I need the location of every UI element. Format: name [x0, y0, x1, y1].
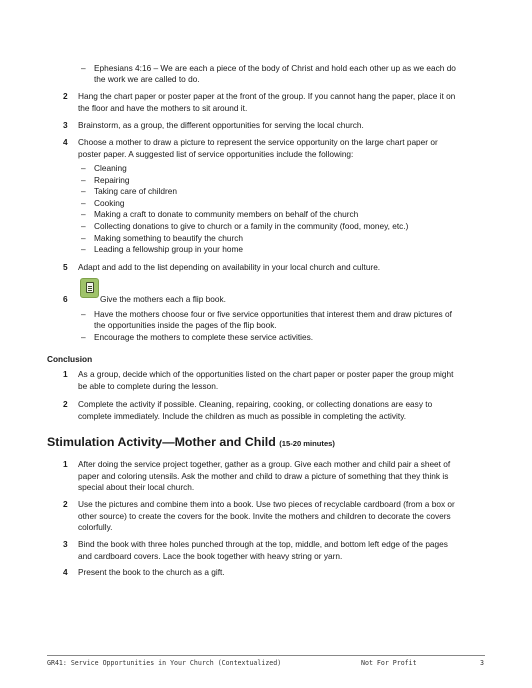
bullet-dash: –: [81, 186, 86, 196]
bullet-dash: –: [81, 175, 86, 185]
bullet-dash: –: [81, 244, 86, 254]
bullet-dash: –: [81, 332, 86, 342]
step-text: complete immediately. Include the children as much as possible in completing the activity.: [78, 411, 407, 421]
list-item: Cooking: [94, 198, 125, 208]
duration-note: (15-20 minutes): [279, 439, 335, 448]
list-item: Taking care of children: [94, 186, 178, 196]
step-number: 3: [63, 120, 68, 130]
step-text: Adapt and add to the list depending on availability in your local church and culture.: [78, 262, 381, 272]
list-item: Encourage the mothers to complete these service activities.: [94, 332, 314, 342]
step-text: Present the book to the church as a gift.: [78, 567, 225, 577]
bullet-dash: –: [81, 198, 86, 208]
step-number: 2: [63, 499, 68, 509]
footer-notice: Not For Profit: [361, 659, 417, 667]
bullet-dash: –: [81, 221, 86, 231]
step-number: 4: [63, 137, 68, 147]
section-title-text: Stimulation Activity—Mother and Child: [47, 435, 276, 449]
step-text: the floor and have the mothers to sit around it.: [78, 103, 248, 113]
scripture-bullet-line2: the work we are called to do.: [94, 74, 200, 84]
step-text: Use the pictures and combine them into a book. Use two pieces of recyclable cardboard (from a box or: [78, 499, 455, 509]
step-number: 6: [63, 294, 68, 304]
scripture-bullet-line1: Ephesians 4:16 – We are each a piece of the body of Christ and hold each other up as we each do: [94, 63, 456, 73]
step-text: be able to complete during the lesson.: [78, 381, 219, 391]
step-text: Give the mothers each a flip book.: [100, 294, 226, 304]
list-item: Have the mothers choose four or five service opportunities that interest them and draw pictures of: [94, 309, 452, 319]
list-item: Cleaning: [94, 163, 127, 173]
step-text: colorfully.: [78, 522, 113, 532]
footer-document-title: GR41: Service Opportunities in Your Church (Contextualized): [47, 659, 282, 667]
step-text: other source) to create the covers for the book. Invite the mothers and children to decorate the covers: [78, 511, 451, 521]
step-number: 3: [63, 539, 68, 549]
list-item: Leading a fellowship group in your home: [94, 244, 243, 254]
step-number: 2: [63, 399, 68, 409]
list-item: Collecting donations to give to church or a family in the community (food, money, etc.): [94, 221, 409, 231]
step-text: As a group, decide which of the opportunities listed on the chart paper or poster paper the group might: [78, 369, 454, 379]
step-text: poster paper. A suggested list of service opportunities include the following:: [78, 149, 354, 159]
section-title: [47, 435, 335, 449]
list-item: Making a craft to donate to community members on behalf of the church: [94, 209, 359, 219]
step-text: special about their local church.: [78, 482, 195, 492]
bullet-dash: –: [81, 309, 86, 319]
step-text: After doing the service project together, gather as a group. Give each mother and child pair a sheet of: [78, 459, 451, 469]
page-number: 3: [480, 659, 484, 667]
list-item: Making something to beautify the church: [94, 233, 243, 243]
step-number: 5: [63, 262, 68, 272]
bullet-dash: –: [81, 209, 86, 219]
section-heading: Conclusion: [47, 354, 93, 364]
step-text: and cardboard covers. Lace the book together with heavy string or yarn.: [78, 551, 343, 561]
footer-divider: [47, 655, 485, 656]
bullet-dash: –: [81, 163, 86, 173]
step-number: 1: [63, 459, 68, 469]
step-number: 1: [63, 369, 68, 379]
step-text: Bind the book with three holes punched through at the top, middle, and bottom left edge of the pages: [78, 539, 448, 549]
step-text: Hang the chart paper or poster paper at the front of the group. If you cannot hang the paper, place it on: [78, 91, 456, 101]
step-text: Complete the activity if possible. Cleaning, repairing, cooking, or collecting donations are easy to: [78, 399, 433, 409]
step-text: Choose a mother to draw a picture to represent the service opportunity on the large chart paper or: [78, 137, 438, 147]
bullet-dash: –: [81, 63, 86, 73]
list-item: Repairing: [94, 175, 130, 185]
step-number: 2: [63, 91, 68, 101]
bullet-dash: –: [81, 233, 86, 243]
step-text: paper and coloring utensils. Ask the mother and child to draw a picture of something that they think is: [78, 471, 449, 481]
notepad-icon: [80, 278, 99, 298]
list-item: the opportunities inside the pages of the flip book.: [94, 320, 277, 330]
step-number: 4: [63, 567, 68, 577]
step-text: Brainstorm, as a group, the different opportunities for serving the local church.: [78, 120, 364, 130]
